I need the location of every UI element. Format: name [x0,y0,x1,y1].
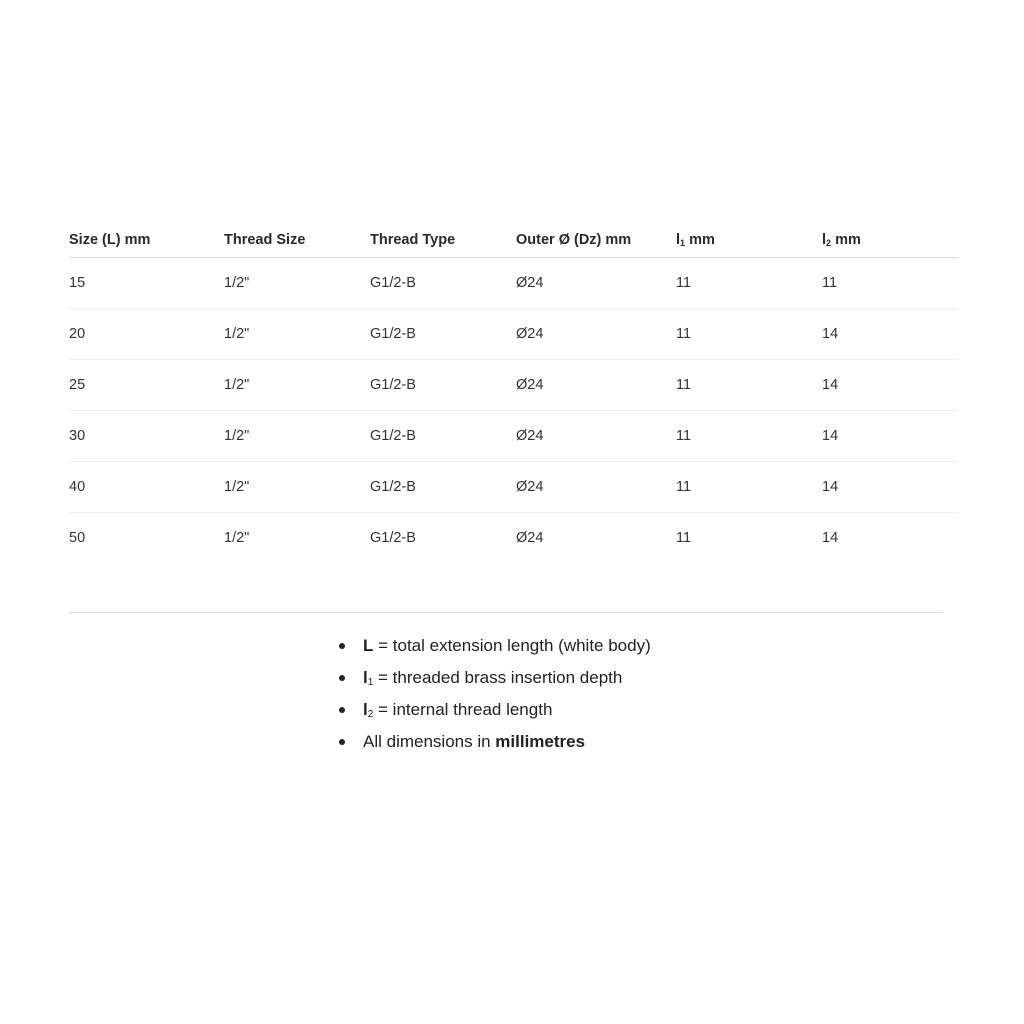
cell-size: 15 [69,258,224,309]
cell-l1: 11 [676,530,692,546]
cell-thread-type: G1/2-B [370,360,516,411]
cell-l1: 11 [676,360,822,411]
header-thread-type: Thread Type [370,222,516,258]
header-size: Size (L) mm [69,222,224,258]
cell-thread-type: G1/2-B [370,530,416,546]
cell-thread-type: G1/2-B [370,258,516,309]
cell-l2: 14 [822,309,958,360]
cell-l2: 14 [822,360,958,411]
cell-thread-size: 1/2" [224,309,370,360]
cell-l1: 11 [676,309,822,360]
cell-size: 50 [69,530,86,546]
legend-item: $l_1$ = threaded brass insertion depth [339,662,651,694]
cell-outer-diameter: Ø24 [516,462,676,513]
dimensions-table [69,222,958,563]
header-outer-diameter: Outer Ø (Dz) mm [516,222,676,258]
cell-outer-diameter: Ø24 [516,411,676,462]
cell-l1: 11 [676,462,822,513]
cell-outer-diameter: Ø24 [516,530,544,546]
cell-outer-diameter: Ø24 [516,258,676,309]
cell-thread-size: 1/2" [224,530,250,546]
cell-size: 25 [69,360,224,411]
table-row [69,462,958,513]
header-l2: $l_2$ mm [822,222,958,258]
cell-l2: 14 [822,411,958,462]
table-row [69,513,958,564]
cell-thread-size: 1/2" [224,258,370,309]
table-header-row [69,222,958,258]
cell-thread-size: 1/2" [224,360,370,411]
legend-item: L = total extension length (white body) [339,630,651,662]
table-row [69,309,958,360]
table-row [69,411,958,462]
cell-thread-size: 1/2" [224,462,370,513]
legend-item: $l_2$ = internal thread length [339,694,651,726]
cell-thread-size: 1/2" [224,411,370,462]
cell-thread-type: G1/2-B [370,462,516,513]
cell-l1: 11 [676,258,822,309]
cell-l2: 14 [822,462,958,513]
cell-outer-diameter: Ø24 [516,309,676,360]
header-l1: $l_1$ mm [676,222,822,258]
cell-outer-diameter: Ø24 [516,360,676,411]
section-divider [69,612,943,613]
cell-size: 20 [69,309,224,360]
dimension-legend [339,630,651,758]
table-row [69,360,958,411]
cell-thread-type: G1/2-B [370,309,516,360]
cell-size: 40 [69,462,224,513]
header-thread-size: Thread Size [224,222,370,258]
legend-item: All dimensions in millimetres [339,726,651,758]
cell-l2: 11 [822,258,958,309]
table-row [69,258,958,309]
cell-l1: 11 [676,411,822,462]
cell-thread-type: G1/2-B [370,411,516,462]
cell-size: 30 [69,411,224,462]
cell-l2: 14 [822,530,839,546]
